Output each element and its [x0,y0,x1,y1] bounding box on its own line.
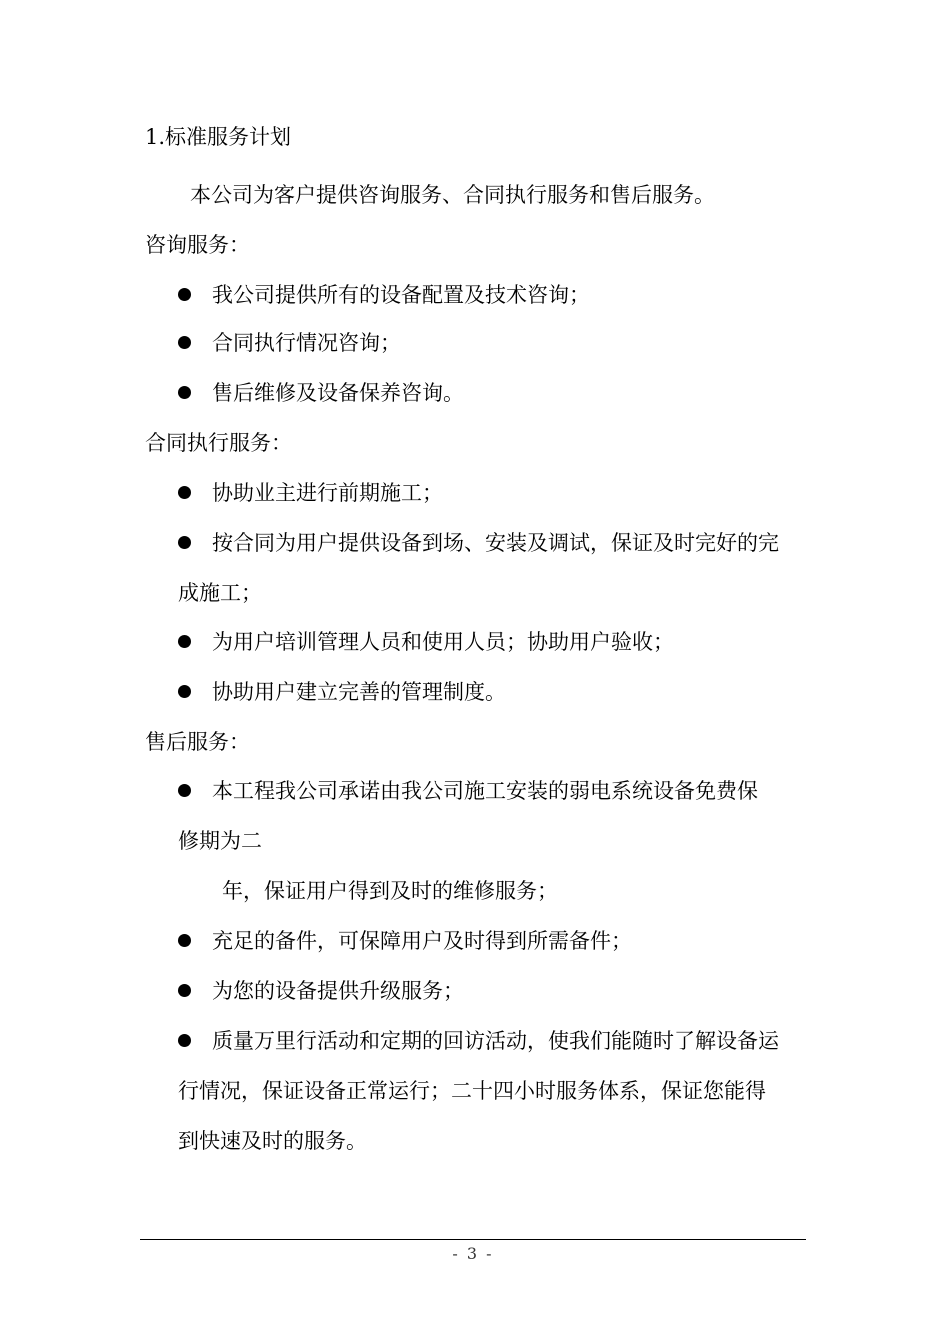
contract-bullet-3 [178,627,674,657]
contract-bullet-1 [178,478,443,508]
bullet-text: 充足的备件，可保障用户及时得到所需备件； [212,929,632,953]
bullet-icon [178,486,191,499]
bullet-text: 为用户培训管理人员和使用人员；协助用户验收； [212,630,674,654]
bullet-text: 售后维修及设备保养咨询。 [212,381,464,405]
aftersale-bullet-3 [178,976,464,1006]
bullet-icon [178,288,191,301]
bullet-text: 协助业主进行前期施工； [212,481,443,505]
bullet-text: 质量万里行活动和定期的回访活动，使我们能随时了解设备运 [212,1029,779,1053]
aftersale-bullet-4-continuation-2: 到快速及时的服务。 [178,1129,367,1153]
contract-bullet-4 [178,677,506,707]
bullet-text: 本工程我公司承诺由我公司施工安装的弱电系统设备免费保 [212,779,758,803]
contract-bullet-2-continuation: 成施工； [178,581,262,605]
aftersale-bullet-1-continuation-2: 年，保证用户得到及时的维修服务； [222,879,558,903]
aftersale-bullet-4 [178,1026,779,1056]
aftersale-bullet-2 [178,926,632,956]
bullet-text: 按合同为用户提供设备到场、安装及调试，保证及时完好的完 [212,531,779,555]
bullet-icon [178,536,191,549]
section-heading: 1.标准服务计划 [145,125,292,149]
footer-divider [140,1239,806,1240]
bullet-text: 为您的设备提供升级服务； [212,979,464,1003]
aftersale-bullet-1-continuation: 修期为二 [178,829,262,853]
bullet-icon [178,1034,191,1047]
bullet-icon [178,784,191,797]
consult-section-label: 咨询服务： [145,233,250,257]
aftersale-bullet-4-continuation: 行情况，保证设备正常运行；二十四小时服务体系，保证您能得 [178,1079,766,1103]
bullet-text: 我公司提供所有的设备配置及技术咨询； [212,283,590,307]
contract-section-label: 合同执行服务： [145,431,292,455]
consult-bullet-2 [178,328,401,358]
intro-paragraph: 本公司为客户提供咨询服务、合同执行服务和售后服务。 [190,183,715,207]
bullet-icon [178,336,191,349]
bullet-icon [178,984,191,997]
bullet-text: 协助用户建立完善的管理制度。 [212,680,506,704]
contract-bullet-2 [178,528,779,558]
bullet-icon [178,635,191,648]
aftersale-section-label: 售后服务： [145,730,250,754]
page-number: - 3 - [452,1244,494,1263]
bullet-icon [178,934,191,947]
bullet-icon [178,386,191,399]
consult-bullet-3 [178,378,464,408]
consult-bullet-1 [178,280,590,310]
bullet-text: 合同执行情况咨询； [212,331,401,355]
bullet-icon [178,685,191,698]
aftersale-bullet-1 [178,776,758,806]
